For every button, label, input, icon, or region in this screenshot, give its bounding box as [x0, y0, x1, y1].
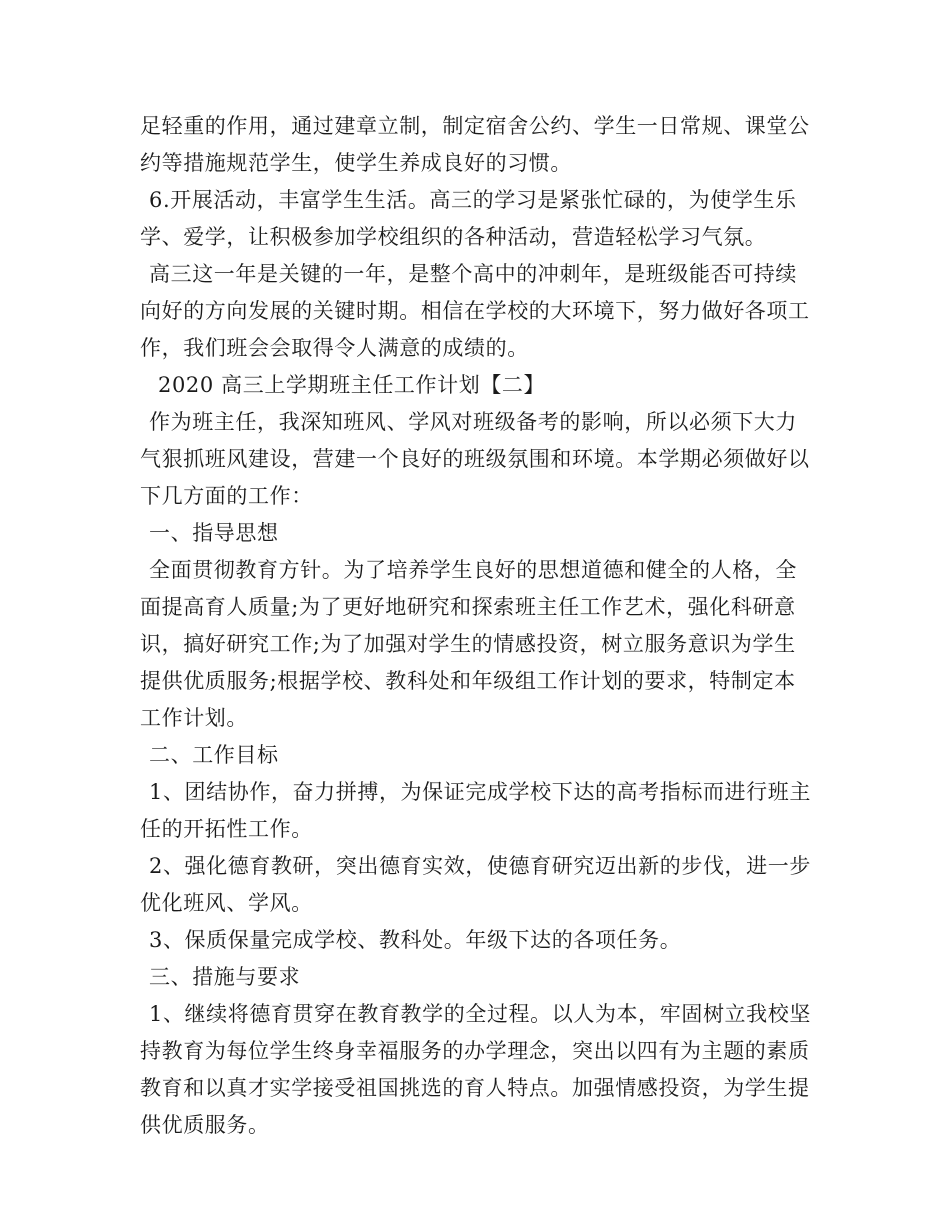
- text-line: 作为班主任，我深知班风、学风对班级备考的影响，所以必须下大力: [149, 410, 797, 434]
- text-line: 工作计划。: [140, 706, 248, 730]
- text-line: 任的开拓性工作。: [140, 817, 313, 841]
- text-line: 教育和以真才实学接受祖国挑选的育人特点。加强情感投资，为学生提: [140, 1076, 810, 1100]
- text-line: 全面贯彻教育方针。为了培养学生良好的思想道德和健全的人格，全: [149, 558, 797, 582]
- text-line: 识，搞好研究工作;为了加强对学生的情感投资，树立服务意识为学生: [140, 632, 796, 656]
- text-line: 提供优质服务;根据学校、教科处和年级组工作计划的要求，特制定本: [140, 669, 796, 693]
- text-line: 作，我们班会会取得令人满意的成绩的。: [140, 336, 529, 360]
- subsection-heading: 三、措施与要求: [149, 965, 301, 989]
- text-line: 学、爱学，让积极参加学校组织的各种活动，营造轻松学习气氛。: [140, 225, 767, 249]
- text-line: 1、继续将德育贯穿在教育教学的全过程。以人为本，牢固树立我校坚: [149, 1002, 811, 1026]
- text-line: 优化班风、学风。: [140, 891, 313, 915]
- text-line: 持教育为每位学生终身幸福服务的办学理念，突出以四有为主题的素质: [140, 1039, 810, 1063]
- text-line: 约等措施规范学生，使学生养成良好的习惯。: [140, 151, 572, 175]
- text-line: 2、强化德育教研，突出德育实效，使德育研究迈出新的步伐，进一步: [149, 854, 811, 878]
- text-line: 高三这一年是关键的一年，是整个高中的冲刺年，是班级能否可持续: [149, 262, 797, 286]
- text-line: 向好的方向发展的关键时期。相信在学校的大环境下，努力做好各项工: [140, 299, 810, 323]
- text-line: 下几方面的工作：: [140, 484, 313, 508]
- text-line: 1、团结协作，奋力拼搏，为保证完成学校下达的高考指标而进行班主: [149, 780, 811, 804]
- text-line: 6.开展活动，丰富学生生活。高三的学习是紧张忙碌的，为使学生乐: [149, 188, 797, 212]
- text-line: 供优质服务。: [140, 1113, 270, 1137]
- text-line: 足轻重的作用，通过建章立制，制定宿舍公约、学生一日常规、课堂公: [140, 114, 810, 138]
- document-body: [140, 108, 820, 1144]
- section-heading: 2020 高三上学期班主任工作计划【二】: [158, 373, 546, 397]
- text-line: 3、保质保量完成学校、教科处。年级下达的各项任务。: [149, 928, 682, 952]
- text-line: 面提高育人质量;为了更好地研究和探索班主任工作艺术，强化科研意: [140, 595, 796, 619]
- subsection-heading: 一、指导思想: [149, 521, 279, 545]
- subsection-heading: 二、工作目标: [149, 743, 279, 767]
- text-line: 气狠抓班风建设，营建一个良好的班级氛围和环境。本学期必须做好以: [140, 447, 810, 471]
